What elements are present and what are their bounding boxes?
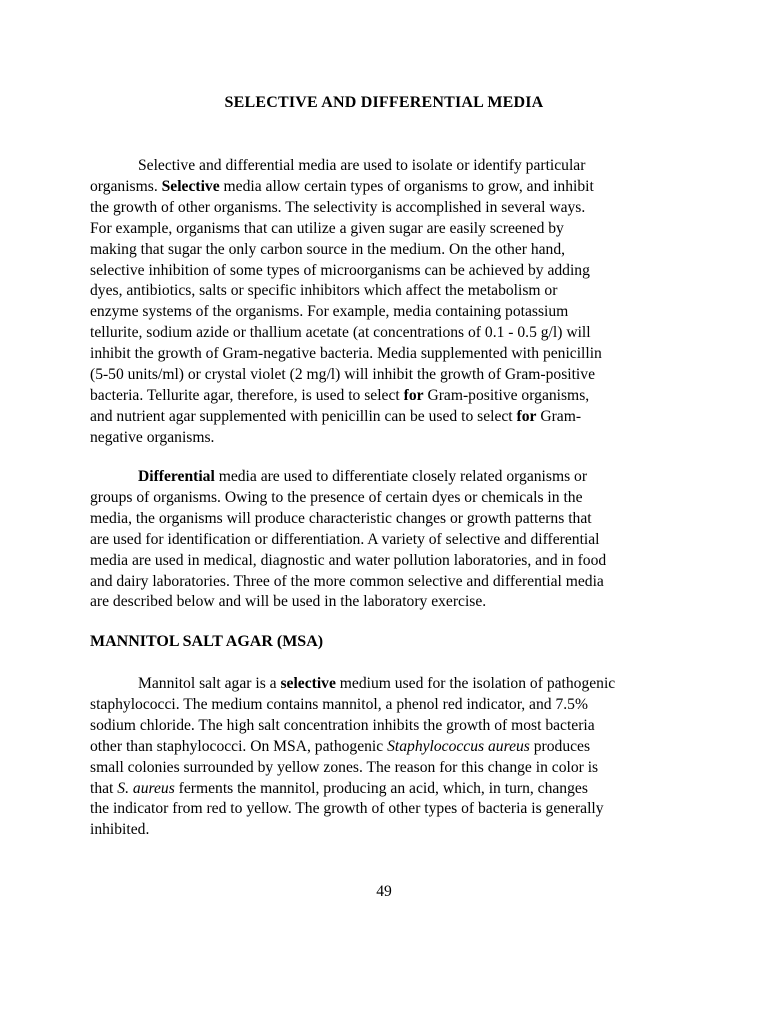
paragraph-selective-media [90, 156, 680, 449]
text-line: tellurite, sodium azide or thallium acetate (at concentrations of 0.1 - 0.5 g/l) will [90, 324, 591, 342]
text-line: groups of organisms. Owing to the presence of certain dyes or chemicals in the [90, 488, 583, 506]
italic-term: S. aureus [117, 779, 175, 797]
text-line: selective inhibition of some types of microorganisms can be achieved by adding [90, 261, 590, 279]
text-line: negative organisms. [90, 428, 215, 446]
text-line: Differential media are used to differentiate closely related organisms or [138, 468, 588, 485]
text-line: other than staphylococci. On MSA, pathogenic Staphylococcus aureus produces [90, 737, 591, 755]
text-line: the growth of other organisms. The selectivity is accomplished in several ways. [90, 198, 586, 216]
text-line: are used for identification or differentiation. A variety of selective and differential [90, 530, 600, 548]
text-line: making that sugar the only carbon source in the medium. On the other hand, [90, 240, 566, 258]
italic-term: Staphylococcus aureus [387, 737, 530, 755]
text-line: (5-50 units/ml) or crystal violet (2 mg/l) will inhibit the growth of Gram-positive [90, 366, 595, 384]
bold-term: for [403, 386, 424, 404]
text-line: enzyme systems of the organisms. For example, media containing potassium [90, 303, 569, 321]
text-line: and dairy laboratories. Three of the more common selective and differential media [90, 572, 604, 590]
text-line: staphylococci. The medium contains mannitol, a phenol red indicator, and 7.5% [90, 695, 588, 713]
text-line: small colonies surrounded by yellow zones. The reason for this change in color is [90, 758, 599, 776]
bold-term: selective [280, 675, 336, 692]
text-line: bacteria. Tellurite agar, therefore, is used to select for Gram-positive organisms, [90, 386, 590, 404]
text-line: organisms. Selective media allow certain types of organisms to grow, and inhibit [90, 177, 594, 195]
text-line: sodium chloride. The high salt concentration inhibits the growth of most bacteria [90, 716, 595, 734]
text-line: Mannitol salt agar is a selective medium used for the isolation of pathogenic [138, 675, 616, 692]
bold-term: Differential [138, 468, 215, 485]
text-line: Selective and differential media are used to isolate or identify particular [138, 157, 586, 174]
bold-term: Selective [161, 177, 220, 195]
text-line: and nutrient agar supplemented with penicillin can be used to select for Gram- [90, 407, 582, 425]
text-line: For example, organisms that can utilize a given sugar are easily screened by [90, 219, 564, 237]
text-line: inhibit the growth of Gram-negative bacteria. Media supplemented with penicillin [90, 345, 602, 363]
text-line: that S. aureus ferments the mannitol, producing an acid, which, in turn, changes [90, 779, 588, 797]
text-line: the indicator from red to yellow. The growth of other types of bacteria is generally [90, 800, 604, 818]
text-line: media are used in medical, diagnostic and water pollution laboratories, and in food [90, 551, 607, 569]
text-line: dyes, antibiotics, salts or specific inhibitors which affect the metabolism or [90, 282, 558, 300]
text-line: media, the organisms will produce characteristic changes or growth patterns that [90, 509, 592, 527]
page-number: 49 [376, 883, 392, 900]
section-heading-msa: MANNITOL SALT AGAR (MSA) [90, 633, 324, 650]
text-line: inhibited. [90, 821, 150, 839]
page-title: SELECTIVE AND DIFFERENTIAL MEDIA [224, 94, 544, 111]
bold-term: for [516, 407, 537, 425]
paragraph-differential-media [90, 467, 680, 613]
text-line: are described below and will be used in the laboratory exercise. [90, 593, 487, 611]
paragraph-mannitol-salt-agar [90, 674, 680, 841]
